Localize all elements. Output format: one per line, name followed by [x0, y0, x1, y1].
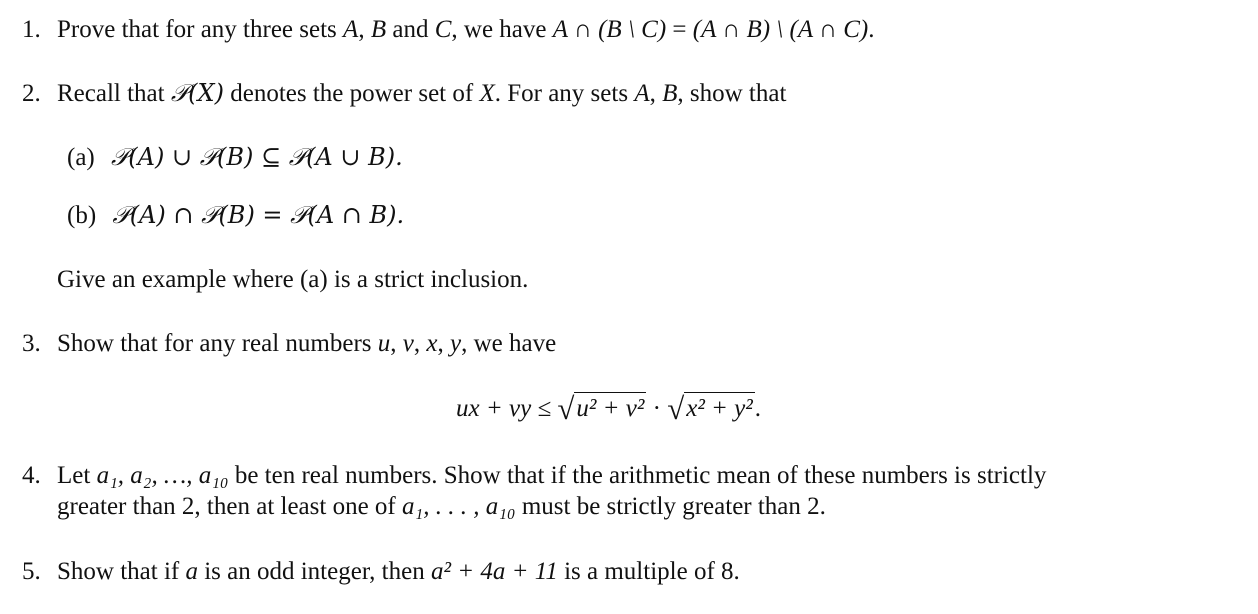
problem-3-text: Show that for any real numbers u, v, x, y, we have — [57, 330, 557, 357]
part-b-statement: 𝒫(A) ∩ 𝒫(B) = 𝒫(A ∩ B). — [112, 201, 405, 229]
problem-2-part-a — [67, 145, 403, 170]
part-a-statement: 𝒫(A) ∪ 𝒫(B) ⊆ 𝒫(A ∪ B). — [111, 143, 403, 171]
radicand-xy: x² + y² — [684, 392, 755, 421]
part-a-label: (a) — [67, 144, 95, 171]
var-a: a — [185, 558, 198, 585]
sequence-a-2: a₁, . . . , a₁₀ — [402, 493, 516, 520]
var-v: v — [402, 330, 414, 357]
var-y: y — [449, 330, 462, 357]
equation-rhs: (A ∩ B) \ (A ∩ C) — [692, 16, 869, 43]
sqrt-uv — [557, 390, 646, 426]
set-a: A — [343, 16, 359, 43]
radicand-uv: u² + v² — [574, 392, 646, 421]
problem-3-number: 3. — [22, 330, 41, 357]
inequality-end: . — [754, 395, 762, 422]
problem-4-number: 4. — [22, 462, 41, 489]
problem-2-part-b — [67, 203, 404, 228]
polynomial-expression: a² + 4a + 11 — [430, 558, 558, 585]
sequence-a: a₁, a₂, …, a₁₀ — [96, 462, 229, 489]
problem-5-number: 5. — [22, 558, 41, 585]
problem-2-number: 2. — [22, 80, 41, 107]
inequality-lhs: ux + vy ≤ — [456, 395, 558, 422]
problem-1-text: Prove that for any three sets A, B and C, we have A ∩ (B \ C) = (A ∩ B) \ (A ∩ C). — [57, 16, 875, 43]
equation-lhs: A ∩ (B \ C) — [552, 16, 667, 43]
set-b: B — [662, 80, 678, 107]
problem-1-number: 1. — [22, 16, 41, 43]
radical-sign-icon: √ — [667, 391, 685, 426]
power-set-notation: 𝒫(X) — [170, 79, 224, 107]
sqrt-xy — [667, 390, 755, 426]
var-x: x — [426, 330, 438, 357]
problem-2-text: Recall that 𝒫(X) denotes the power set of X. For any sets A, B, show that — [57, 79, 787, 107]
set-c: C — [434, 16, 452, 43]
var-u: u — [377, 330, 391, 357]
problem-5-text: Show that if a is an odd integer, then a² + 4a + 11 is a multiple of 8. — [57, 558, 740, 585]
part-b-label: (b) — [67, 202, 97, 229]
problem-4-line-2: greater than 2, then at least one of a₁, . . . , a₁₀ must be strictly greater than 2. — [57, 493, 826, 520]
var-x: X — [479, 80, 495, 107]
set-b: B — [370, 16, 387, 43]
radical-sign-icon: √ — [557, 391, 575, 426]
multiply-dot: · — [646, 395, 668, 422]
set-a: A — [634, 80, 650, 107]
problem-2-followup: Give an example where (a) is a strict inclusion. — [57, 266, 529, 293]
cauchy-schwarz-inequality — [456, 390, 762, 426]
problem-4-text-1: Let a₁, a₂, …, a₁₀ be ten real numbers. Show that if the arithmetic mean of these numbers is strictly — [57, 462, 1047, 489]
